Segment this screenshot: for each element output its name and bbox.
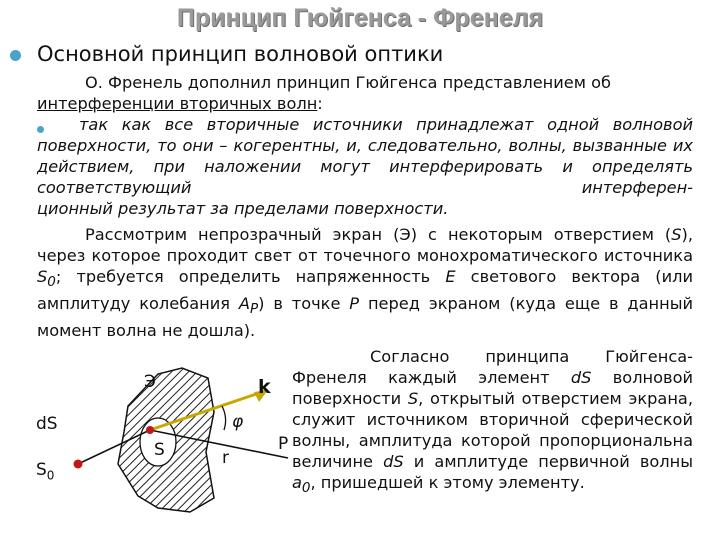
p3-A-sub: P [249, 301, 259, 318]
p4-text2: волновой поверхности [292, 368, 693, 408]
p4-S: S [407, 389, 419, 408]
intro-underlined: интерференции вторичных волн [37, 94, 318, 113]
p3-S: S [671, 225, 682, 244]
p3-S0: S [37, 267, 48, 286]
S0-label [36, 460, 54, 482]
p3-text3: ; требуется определить напряженность [55, 267, 446, 286]
p3-S0-sub: 0 [47, 274, 56, 291]
r-label: r [222, 448, 229, 468]
bullet-dot [10, 50, 21, 61]
S0-source [74, 460, 83, 469]
phi-label: φ [232, 412, 244, 432]
k-label: k [258, 376, 271, 398]
intro-paragraph [37, 72, 693, 114]
bullet-paragraph [37, 114, 693, 219]
p3-E: E [445, 267, 456, 286]
screen-paragraph [37, 224, 693, 341]
p4-text4: и амплитуде первичной волны [403, 452, 693, 471]
S-label: S [154, 440, 165, 460]
p4-text5: , пришедшей к этому элементу. [310, 473, 585, 492]
dS-point [146, 426, 154, 434]
p3-text4: светового вектора (или амплитуду колебания [37, 267, 693, 314]
p3-A: A [238, 294, 250, 314]
p3-text1: Рассмотрим непрозрачный экран (Э) с некоторым отверстием ( [85, 225, 672, 244]
figure [30, 360, 290, 520]
p3-P: P [349, 294, 360, 314]
p4-a: a [292, 473, 302, 492]
p3-text5: ) в точке [258, 294, 350, 314]
intro-colon: : [317, 94, 323, 113]
dS-label: dS [36, 414, 58, 434]
S0-letter: S [36, 460, 47, 480]
phi-arc [222, 406, 226, 430]
principle-paragraph [292, 346, 693, 499]
bullet-text-last: ционный результат за пределами поверхности. [37, 199, 449, 218]
P-label: P [278, 434, 289, 454]
heading: Основной принцип волновой оптики [37, 42, 444, 66]
S0-sub: 0 [46, 468, 55, 483]
p4-text1: Согласно принципа Гюйгенса-Френеля каждый элемент [292, 347, 693, 387]
bullet-text: так как все вторичные источники принадлежат одной волновой поверхности, то они – когерентны, и, следовательно, волны, вызванные их действием, при наложении могут интерферировать и определять соответствующий интерферен- [37, 115, 693, 197]
p4-dS: dS [570, 368, 592, 387]
slide-title: Принцип Гюйгенса - Френеля [176, 4, 544, 32]
intro-text: О. Френель дополнил принцип Гюйгенса представлением об [85, 73, 611, 92]
p3-text2: ), через которое проходит свет от точечного монохроматического источника [37, 225, 693, 265]
p3-text6: перед экраном (куда еще в данный момент волна не дошла). [37, 294, 694, 341]
p4-a-sub: 0 [301, 480, 311, 497]
p4-dS2: dS [383, 452, 404, 471]
screen-label: Э [144, 372, 156, 392]
p4-text3: , открытый отверстием экрана, служит источником вторичной сферической волны, амплитуда которой пропорциональна величине [292, 389, 693, 471]
